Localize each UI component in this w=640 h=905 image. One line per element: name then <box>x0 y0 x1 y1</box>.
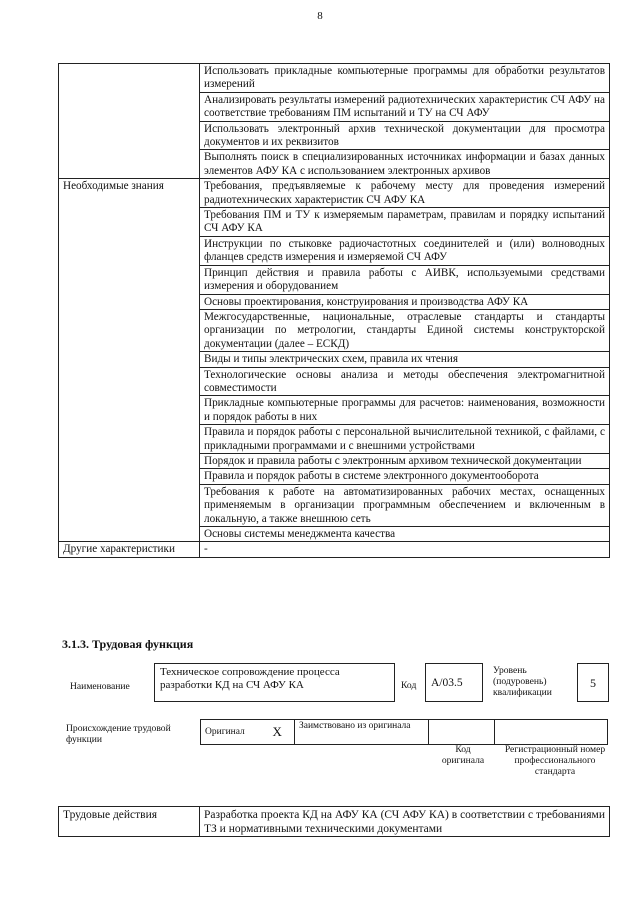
skill-item: Использовать электронный архив технической документации для просмотра документов и их реквизитов <box>200 121 610 150</box>
function-name-box: Техническое сопровождение процесса разработки КД на СЧ АФУ КА <box>154 663 395 702</box>
knowledge-item: Межгосударственные, национальные, отраслевые стандарты и стандарты организации по метрологии, стандарты Единой системы конструкторской документации (далее – ЕСКД) <box>200 309 610 351</box>
original-mark: X <box>261 720 295 745</box>
registration-number-cell <box>495 720 608 745</box>
labor-action-item: Разработка проекта КД на АФУ КА (СЧ АФУ КА) в соответствии с требованиями ТЗ и нормативными техническими документами <box>200 807 610 837</box>
knowledge-item: Правила и порядок работы с персональной вычислительной техникой, с файлами, с прикладными программами и с внешними устройствами <box>200 425 610 454</box>
knowledge-item: Технологические основы анализа и методы обеспечения электромагнитной совместимости <box>200 367 610 396</box>
labor-actions-table <box>58 806 610 837</box>
table-row <box>59 807 610 837</box>
skills-label-cell <box>59 64 200 179</box>
knowledge-item: Виды и типы электрических схем, правила их чтения <box>200 352 610 367</box>
skill-item: Анализировать результаты измерений радиотехнических характеристик СЧ АФУ на соответствие требованиям ПМ испытаний и ТУ на СЧ АФУ <box>200 92 610 121</box>
table-row <box>59 542 610 557</box>
skill-item: Выполнять поиск в специализированных источниках информации и базах данных элементов АФУ КА с использованием электронных архивов <box>200 150 610 179</box>
original-code-caption: Код оригинала <box>441 744 485 766</box>
table-row <box>59 64 610 93</box>
page-number: 8 <box>317 10 323 22</box>
name-label: Наименование <box>70 681 130 692</box>
knowledge-item: Порядок и правила работы с электронным архивом технической документации <box>200 453 610 468</box>
origin-label: Происхождение трудовой функции <box>66 723 171 745</box>
original-label: Оригинал <box>201 720 261 745</box>
qualification-level-box: 5 <box>577 663 609 702</box>
table-row <box>201 720 608 745</box>
section-title: 3.1.3. Трудовая функция <box>62 637 194 651</box>
qualification-level-label: Уровень (подуровень) квалификации <box>493 665 552 698</box>
knowledge-item: Правила и порядок работы в системе электронного документооборота <box>200 469 610 484</box>
knowledge-item: Основы системы менеджмента качества <box>200 527 610 542</box>
labor-actions-label: Трудовые действия <box>59 807 200 837</box>
other-characteristics-value: - <box>200 542 610 557</box>
code-label: Код <box>401 680 417 691</box>
skill-item: Использовать прикладные компьютерные программы для обработки результатов измерений <box>200 64 610 93</box>
knowledge-label: Необходимые знания <box>59 179 200 542</box>
knowledge-item: Требования, предъявляемые к рабочему месту для проведения измерений радиотехнических характеристик СЧ АФУ КА <box>200 179 610 208</box>
registration-number-caption: Регистрационный номер профессионального стандарта <box>504 744 606 777</box>
knowledge-item: Инструкции по стыковке радиочастотных соединителей и (или) волноводных фланцев средств измерения и измеряемой СЧ АФУ <box>200 236 610 265</box>
borrowed-label: Заимствовано из оригинала <box>295 720 429 745</box>
knowledge-item: Требования ПМ и ТУ к измеряемым параметрам, правилам и порядку испытаний СЧ АФУ КА <box>200 208 610 237</box>
origin-table <box>200 719 608 745</box>
code-value-box: A/03.5 <box>425 663 483 702</box>
knowledge-item: Принцип действия и правила работы с АИВК, используемыми средствами измерения и оборудованием <box>200 265 610 294</box>
knowledge-item: Прикладные компьютерные программы для расчетов: наименования, возможности и порядок работы в них <box>200 396 610 425</box>
knowledge-item: Основы проектирования, конструирования и производства АФУ КА <box>200 294 610 309</box>
knowledge-item: Требования к работе на автоматизированных рабочих местах, оснащенных применяемым в организации программным обеспечением и включенным в локальную, а также внешнюю сеть <box>200 484 610 526</box>
other-characteristics-label: Другие характеристики <box>59 542 200 557</box>
original-code-cell <box>429 720 495 745</box>
requirements-table <box>58 63 610 558</box>
table-row <box>59 179 610 208</box>
